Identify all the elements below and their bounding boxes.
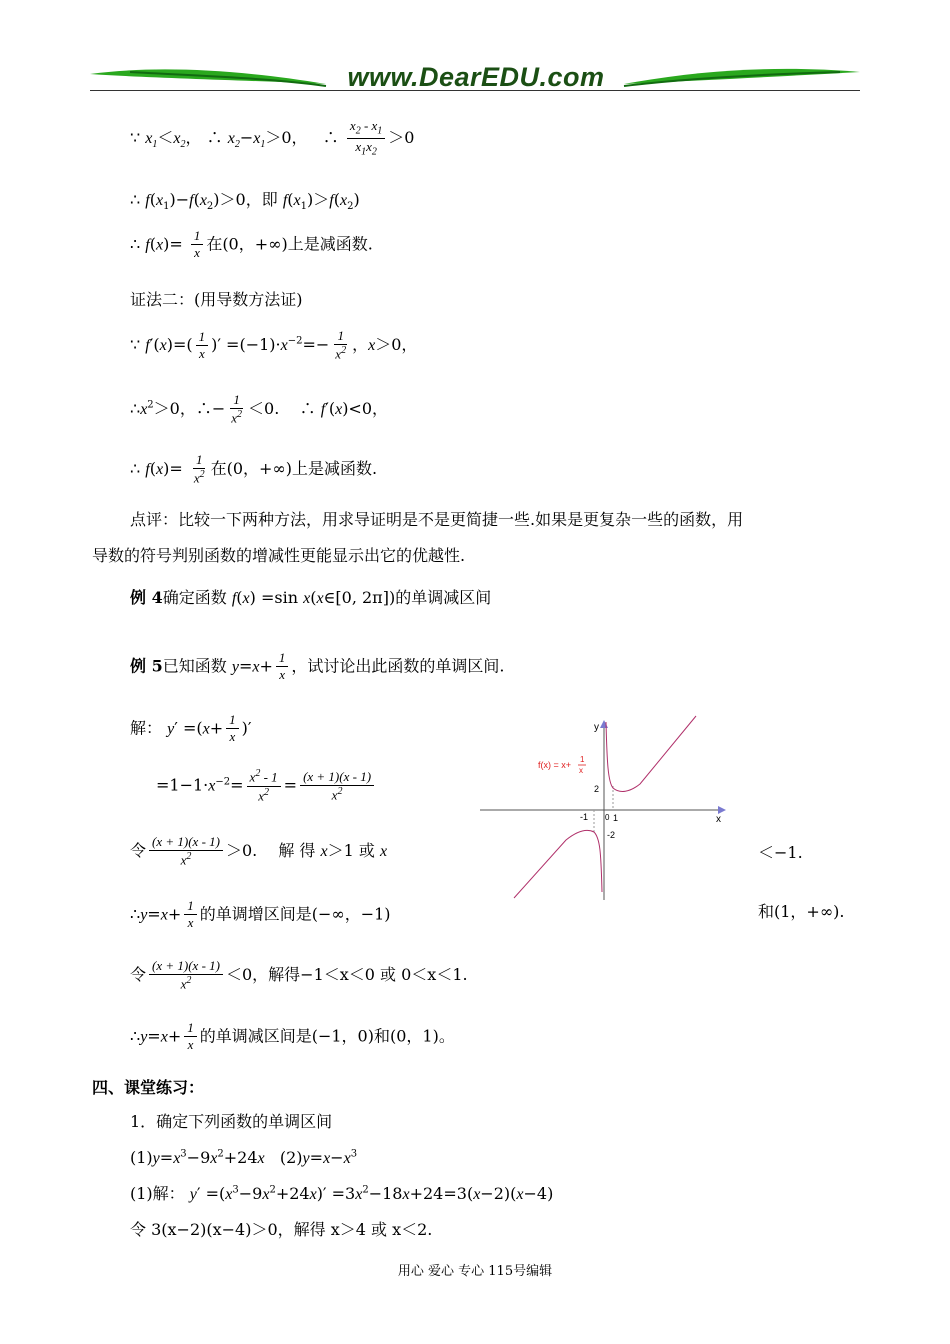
function-label: f(x) = x+ [538, 760, 572, 770]
axis-y-label: y [594, 722, 599, 733]
y-axis-arrow [600, 720, 608, 728]
tick-label-neg2: -2 [607, 830, 616, 840]
example-4: 例 4确定函数 f(x) =sin x(x∈[0, 2π])的单调减区间 [130, 588, 492, 607]
practice-functions: $(1)y=x^3-9x^2+24x$ $(2)y=x-x^3$ [130, 1148, 358, 1167]
function-graph [480, 712, 730, 902]
proof-line-2: ∴ $f(x_1)-f(x_2)>0$，即 $f(x_1)>f(x_2)$ [130, 190, 360, 213]
practice-1: 1．确定下列函数的单调区间 [130, 1112, 333, 1131]
tick-label-neg1: -1 [580, 812, 589, 822]
practice-inequality: 令 3(x−2)(x−4)＞0，解得 x＞4 或 x＜2. [130, 1220, 433, 1239]
page-header [90, 62, 860, 98]
solution-line-3-tail: ＜−1. [758, 843, 803, 862]
conclusion-line: ∴ f(x)= $\frac{1}{x^2}$ 在(0，+∞)上是减函数. [130, 452, 378, 486]
increasing-interval: ∴y=x+ $\frac{1}{x}$ 的单调增区间是(−∞，−1) [130, 898, 391, 931]
section-heading: 四、课堂练习： [92, 1078, 205, 1097]
decreasing-interval: ∴y=x+ $\frac{1}{x}$ 的单调减区间是(−1，0)和(0，1)。 [130, 1020, 455, 1053]
comment-line-2: 导数的符号判别函数的增减性更能显示出它的优越性. [92, 546, 466, 565]
page-footer: 用心 爱心 专心 115号编辑 [397, 1264, 553, 1279]
curve-negative [514, 830, 602, 898]
site-brand[interactable]: www.DearEDU.com [347, 62, 605, 92]
example-5: 例 5已知函数 y=x+ $\frac{1}{x}$ ，试讨论出此函数的单调区间. [130, 650, 505, 683]
proof-line-1: ∵ $x_1<x_2$， ∴ $x_2-x_1>0$， ∴ $\frac{x_2 - x_1}{x_1x_2}$ ＞0 [130, 118, 415, 158]
fraction: $\frac{x_2 - x_1}{x_1x_2}$ [347, 118, 385, 159]
increasing-interval-tail: 和(1，+∞). [758, 902, 845, 921]
x-axis-arrow [718, 806, 726, 814]
curve-positive [606, 716, 696, 791]
tick-label-0: 0 [605, 813, 610, 822]
method-two-title: 证法二：(用导数方法证) [130, 290, 303, 309]
comment-line-1: 点评：比较一下两种方法，用求导证明是不是更简捷一些.如果是更复杂一些的函数，用 [130, 510, 744, 529]
derivative-line: ∵ f′(x)=( $\frac{1}{x}$ )′ $=(-1)\cdot x^{-2}=-$ $\frac{1}{x^2}$ ，x＞0， [130, 328, 418, 362]
axis-x-label: x [716, 814, 721, 825]
tick-label-2: 2 [594, 784, 600, 794]
practice-solution: (1)解： $y' =(x^3-9x^2+24x)' =3x^2-18x+24=3(x-2)(x-4)$ [130, 1184, 554, 1203]
solution-line-1: 解： y′ =(x+ $\frac{1}{x}$ )′ [130, 712, 252, 745]
sign-line: $\therefore x^2>0$，∴− $\frac{1}{x^2}$ ＜0. ∴ f′(x)<0， [130, 392, 389, 426]
function-label-num: 1 [580, 755, 585, 764]
solution-line-4: 令 $\frac{(x + 1)(x - 1)}{x^2}$ ＜0，解得−1＜x＜0 或 0＜x＜1. [130, 958, 468, 992]
tick-label-1: 1 [613, 813, 619, 823]
solution-line-2: $=1-1\cdot x^{-2}=$ $\frac{x^2 - 1}{x^2}$ = $\frac{(x + 1)(x - 1)}{x^2}$ [156, 768, 377, 804]
function-label-den: x [579, 766, 583, 775]
solution-line-3: 令 $\frac{(x + 1)(x - 1)}{x^2}$ ＞0. 解 得 x＞1 或 x [130, 834, 388, 868]
header-rule [90, 90, 860, 91]
proof-line-3: ∴ f(x)= $\frac{1}{x}$ 在(0，+∞)上是减函数. [130, 228, 373, 261]
